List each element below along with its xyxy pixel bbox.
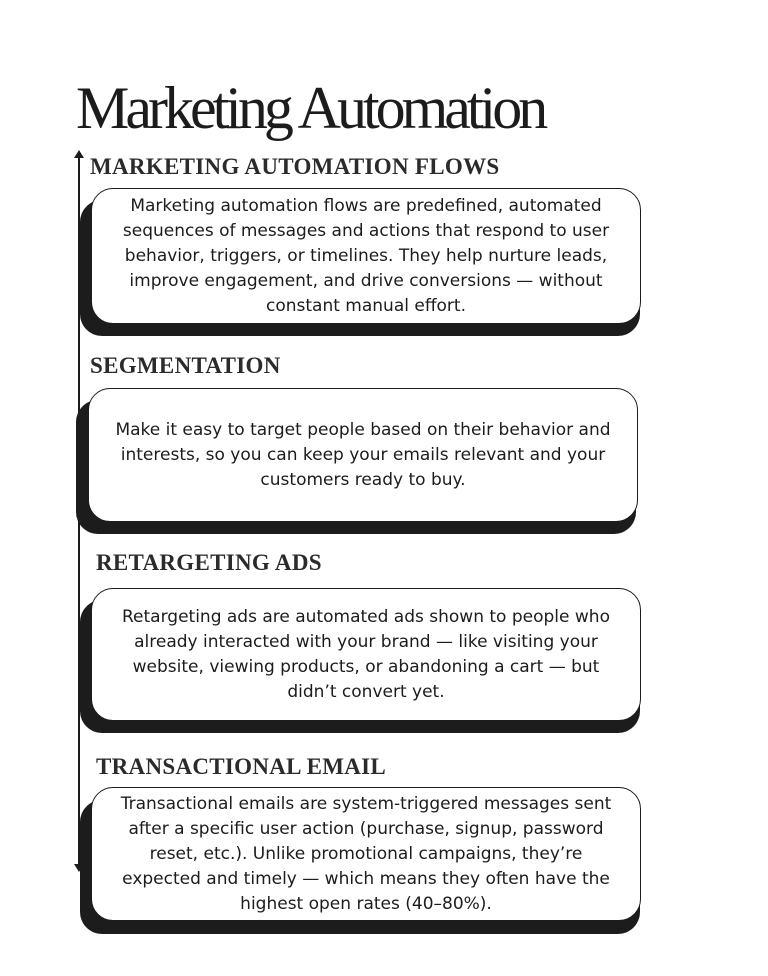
card-segmentation <box>88 388 638 522</box>
section-heading-transactional-email: TRANSACTIONAL EMAIL <box>96 754 387 779</box>
section-heading-marketing-automation-flows: MARKETING AUTOMATION FLOWS <box>90 154 500 179</box>
card-body: Make it easy to target people based on their behavior and interests, so you can keep your emails relevant and your customers ready to buy. <box>115 419 611 490</box>
card-body: Transactional emails are system-triggered messages sent after a specific user action (purchase, signup, password reset, etc.). Unlike promotional campaigns, they’re expected and timely — which means they often have the highest open rates (40–80%). <box>120 793 612 914</box>
card-body: Marketing automation flows are predefined, automated sequences of messages and actions that respond to user behavior, triggers, or timelines. They help nurture leads, improve engagement, and drive conversions — without constant manual effort. <box>122 195 610 316</box>
card-retargeting-ads <box>91 588 641 721</box>
card-transactional-email <box>91 787 641 921</box>
section-heading-segmentation: SEGMENTATION <box>90 353 281 378</box>
card-body: Retargeting ads are automated ads shown to people who already interacted with your brand — like visiting your website, viewing products, or abandoning a cart — but didn’t convert yet. <box>122 606 610 702</box>
section-heading-retargeting-ads: RETARGETING ADS <box>96 550 322 575</box>
card-marketing-automation-flows <box>91 188 641 324</box>
page-title: Marketing Automation <box>76 75 545 141</box>
arrow-up-icon <box>74 150 84 158</box>
